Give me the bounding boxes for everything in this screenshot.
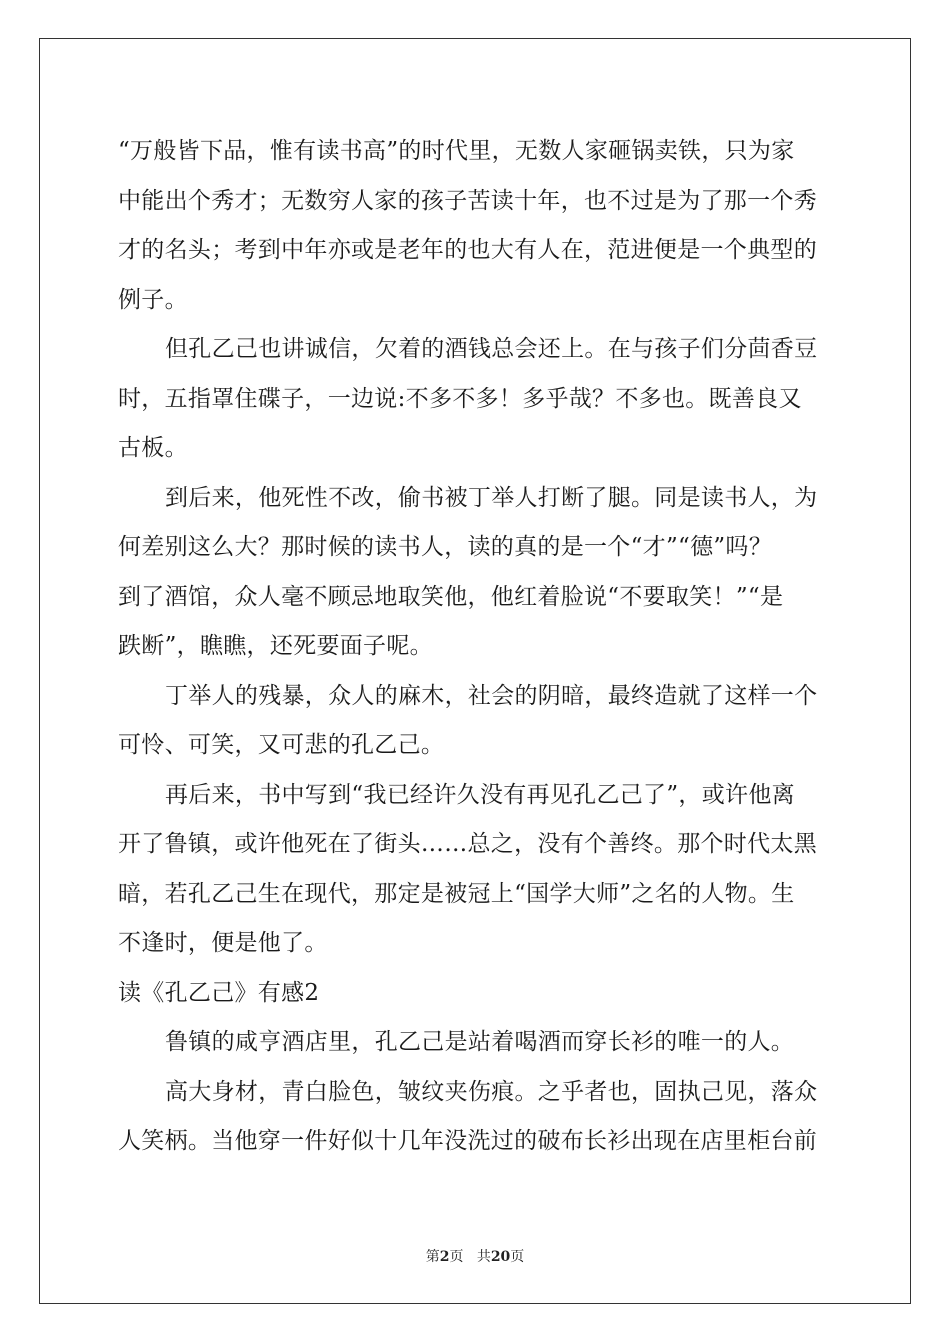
text-line: 但孔乙己也讲诚信，欠着的酒钱总会还上。在与孩子们分茴香豆 <box>165 336 818 362</box>
current-page-number: 2 <box>439 1249 450 1265</box>
paragraph <box>118 474 834 672</box>
footer-total-prefix: 共 <box>476 1249 491 1265</box>
paragraph <box>118 325 834 474</box>
document-body <box>118 127 834 1167</box>
page-footer <box>0 1246 950 1266</box>
text-line: 才的名头；考到中年亦或是老年的也大有人在，范进便是一个典型的 <box>118 237 817 263</box>
text-line: 人笑柄。当他穿一件好似十几年没洗过的破布长衫出现在店里柜台前 <box>118 1128 817 1154</box>
paragraph <box>118 771 834 969</box>
footer-page-unit: 页 <box>449 1249 464 1265</box>
text-line: 鲁镇的咸亨酒店里，孔乙己是站着喝酒而穿长衫的唯一的人。 <box>165 1029 795 1055</box>
paragraph <box>118 127 834 325</box>
paragraph <box>118 1068 834 1167</box>
paragraph <box>118 672 834 771</box>
text-line: 不逢时，便是他了。 <box>118 930 328 956</box>
heading-text: 读《孔乙己》有感2 <box>118 979 320 1006</box>
footer-total-unit: 页 <box>510 1249 525 1265</box>
text-line: 中能出个秀才；无数穷人家的孩子苦读十年，也不过是为了那一个秀 <box>118 187 817 214</box>
section-heading <box>118 969 834 1019</box>
text-line: 暗，若孔乙己生在现代，那定是被冠上“国学大师”之名的人物。生 <box>118 880 795 907</box>
text-line: 何差别这么大？那时候的读书人，读的真的是一个“才”“德”吗？ <box>118 534 773 560</box>
text-line: 丁举人的残暴，众人的麻木，社会的阴暗，最终造就了这样一个 <box>165 682 818 709</box>
text-line: “万般皆下品，惟有读书高”的时代里，无数人家砸锅卖铁，只为家 <box>118 138 795 164</box>
text-line: 例子。 <box>118 286 188 313</box>
text-line: 到后来，他死性不改，偷书被丁举人打断了腿。同是读书人，为 <box>165 484 818 511</box>
text-line: 时，五指罩住碟子，一边说:不多不多！多乎哉？不多也。既善良又 <box>118 385 802 412</box>
footer-prefix: 第 <box>425 1249 440 1265</box>
text-line: 古板。 <box>118 435 188 461</box>
text-line: 开了鲁镇，或许他死在了街头……总之，没有个善终。那个时代太黑 <box>118 831 817 857</box>
total-pages-number: 20 <box>490 1249 511 1265</box>
text-line: 可怜、可笑，又可悲的孔乙己。 <box>118 732 445 758</box>
text-line: 到了酒馆，众人毫不顾忌地取笑他，他红着脸说“不要取笑！”“是 <box>118 583 784 610</box>
text-line: 再后来，书中写到“我已经许久没有再见孔乙己了”，或许他离 <box>165 781 795 808</box>
text-line: 跌断”，瞧瞧，还死要面子呢。 <box>118 633 433 659</box>
text-line: 高大身材，青白脸色，皱纹夹伤痕。之乎者也，固执己见，落众 <box>165 1078 818 1105</box>
paragraph <box>118 1018 834 1068</box>
